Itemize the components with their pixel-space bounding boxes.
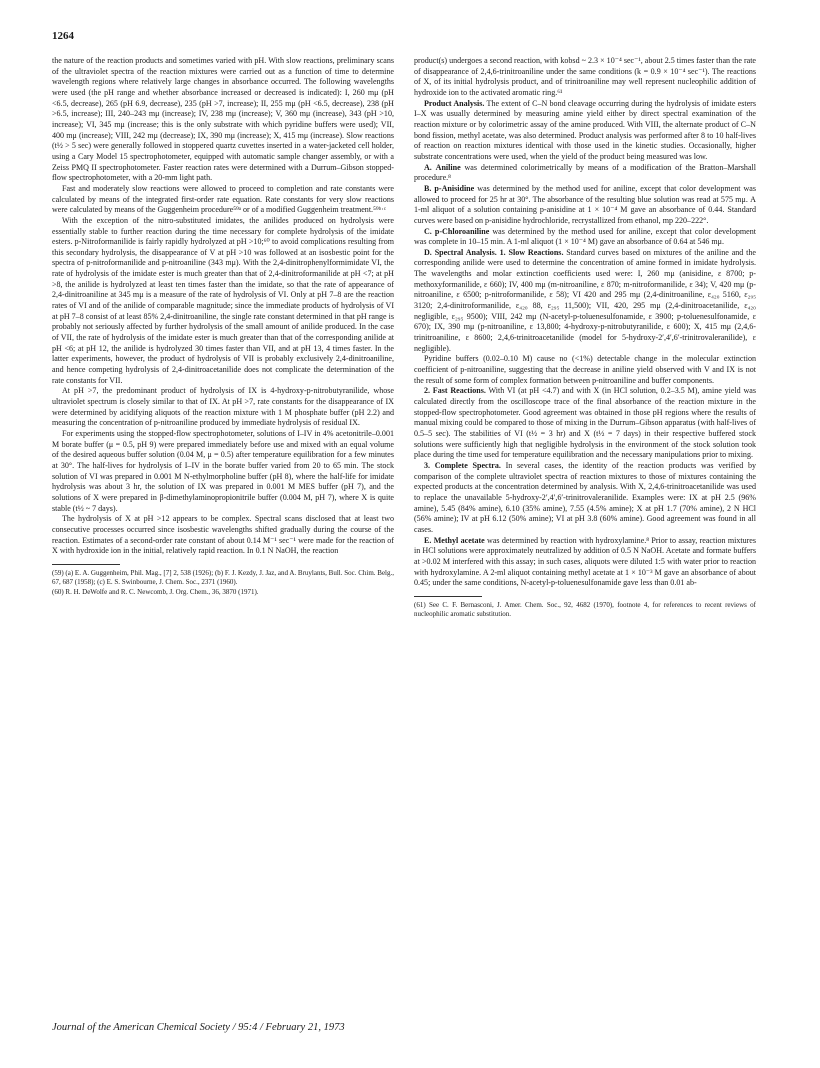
right-column — [414, 56, 756, 620]
section-heading: Spectral Analysis. 1. Slow Reactions. — [434, 247, 564, 257]
paragraph-complete-spectra — [414, 461, 756, 536]
running-footer: Journal of the American Chemical Society / 95:4 / February 21, 1973 — [52, 1022, 345, 1033]
footnote: (59) (a) E. A. Guggenheim, Phil. Mag., [7] 2, 538 (1926); (b) F. J. Kezdy, J. Jaz, and A. Bruylants, Bull. Soc. Chim. Belg., 67, 687 (1958); (c) E. S. Swinbourne, J. Chem. Soc., 2371 (1960). — [52, 568, 394, 587]
section-text: was determined by reaction with hydroxylamine.⁸ Prior to assay, reaction mixtures in HCl solutions were approximately neutralized by addition of 0.5 N NaOH. Acetate and formate buffers at >0.02 M interfered with this assay; in such cases, aliquots were diluted 1:5 with water prior to reaction with hydroxylamine. A 2-ml aliquot containing methyl acetate at 1 × 10⁻³ M gave an absorbance of about 0.45; under the same conditions, N-acetyl-p-toluenesulfonamide gave less than 0.01 ab- — [414, 535, 756, 588]
section-label: C. — [424, 226, 432, 236]
footnote-divider — [414, 596, 482, 597]
paragraph: product(s) undergoes a second reaction, with kobsd ~ 2.3 × 10⁻⁴ sec⁻¹, about 2.5 times faster than the rate of disappearance of 2,4,6-trinitroaniline under the same conditions (k = 0.9 × 10⁻⁴ sec⁻¹). The reactions of X, of its initial hydrolysis product, and of trinitroaniline may well represent nucleophilic addition of hydroxide ion to the activated aromatic ring.⁶¹ — [414, 56, 756, 97]
section-label: B. — [424, 183, 432, 193]
page-number: 1264 — [52, 30, 74, 42]
section-heading: Aniline — [435, 162, 461, 172]
footnote: (60) R. H. DeWolfe and R. C. Newcomb, J. Org. Chem., 36, 3870 (1971). — [52, 587, 259, 596]
paragraph: the nature of the reaction products and sometimes varied with pH. With slow reactions, preliminary scans of the ultraviolet spectra of the reaction mixtures were carried out as a function of time to determine wavelength regions where relatively large changes in absorbance occurred. The following wavelengths were used (the pH range and whether absorbance increased or decreased is indicated): I, 260 mμ (pH <6.5, decrease), 265 (pH 6.9, decrease), 235 (pH >7, increase); II, 255 mμ (pH <6.5, decrease), 238 (pH >6.5, increase); III, 240–243 mμ (increase); IV, 238 mμ (increase); V, 360 mμ (increase), 343 (pH >10, increase); VI, 345 mμ (increase; this is the only substrate with which pyridine buffers were used); VII, 400 mμ (increase); VIII, 242 mμ (decrease); IX, 390 mμ (increase); X, 415 mμ (increase). Slow reactions (t½ > 5 sec) were generally followed in stoppered quartz cuvettes inserted in a water-jacketed cell holder, using a Cary Model 15 spectrophotometer, equipped with automatic sample changer assembly, or with a Zeiss PMQ II spectrophotometer. Faster reaction rates were determined with a Durrum–Gibson stopped-flow spectrophotometer, with a 20-mm light path. — [52, 56, 394, 183]
paragraph: At pH >7, the predominant product of hydrolysis of IX is 4-hydroxy-p-nitrobutyranilide, whose ultraviolet spectrum is closely similar to that of IX. At pH >7, rate constants for the disappearance of IX were determined by acidifying aliquots of the reaction mixture with 1 M phosphate buffer (pH 2.2) and measuring the concentration of p-nitroaniline produced by immediate hydrolysis of residual IX. — [52, 386, 394, 428]
left-column — [52, 56, 394, 597]
section-text: Standard curves based on mixtures of the aniline and the corresponding anilide were used to determine the concentration of amine formed in imidate hydrolysis. The wavelengths and molar extinction coefficients used were: I, 260 mμ (anisidine, ε 8700; p-methoxyformanilide, ε 660); IV, 400 mμ (m-nitroaniline, ε 870; m-nitroformanilide, ε 34); V, 420 mμ (p-nitroaniline, ε 6500; p-nitroformanilide, ε 58); VI 420 and 295 mμ (2,4-dinitroaniline, ε₄₂₀ 5160, ε₂₉₅ 3120; 2,4-dinitroformanilide, ε₄₂₀ 88, ε₂₉₅ 11,500); VII, 420, 295 mμ (2,4-dinitroacetanilide, ε₄₂₀ negligible, ε₂₉₅ 9500); VIII, 242 mμ (N-acetyl-p-toluenesulfonamide, ε 3900; p-toluenesulfonamide, ε 670); IX, 390 mμ (p-nitroaniline, ε 13,800; 4-hydroxy-p-nitrobutyranilide, ε 600); X, 415 mμ (2,4,6-trinitroaniline, ε 8600; 2,4,6-trinitroacetanilide (model for 5-hydroxy-2′,4′,6′-trinitrovaleranilide), ε negligible). — [414, 247, 756, 353]
footnote-divider — [52, 564, 120, 565]
footnote: (61) See C. F. Bernasconi, J. Amer. Chem. Soc., 92, 4682 (1970), footnote 4, for references to recent reviews of nucleophilic aromatic substitution. — [414, 600, 756, 619]
section-text: The extent of C–N bond cleavage occurring during the hydrolysis of imidate esters I–X was usually determined by measuring amine yield either by direct spectral examination of the reaction mixture or by colorimetric assay of the amine produced. With VIII, the alternate product of C–N bond fission, methyl acetate, was also determined. Product analysis was performed after 8 to 10 half-lives of reaction on reaction mixtures identical with those used in the kinetic studies. Occasionally, higher substrate concentrations were used, when the yield of the product being measured was low. — [414, 98, 756, 161]
section-heading: 3. Complete Spectra. — [424, 460, 501, 470]
paragraph: Fast and moderately slow reactions were allowed to proceed to completion and rate constants were calculated by means of the integrated first-order rate equation. Rate constants for very slow reactions were calculated by means of the Guggenheim procedure⁵⁹ᵃ or of a modified Guggenheim treatment.⁵⁹ᵇ·ᶜ — [52, 183, 394, 215]
paragraph-aniline — [414, 163, 756, 184]
section-text: was determined by the method used for aniline, except that color development was allowed to proceed for 25 hr at 30°. The absorbance of the resulting blue solution was read at 575 mμ. A 1-ml aliquot of a solution containing p-anisidine at 1 × 10⁻⁴ M gave an absorbance of 0.44. Standard curves were based on p-anisidine hydrochloride, recrystallized from ethanol, mp 220–222°. — [414, 183, 757, 225]
paragraph-product-analysis — [414, 99, 756, 163]
paragraph: Pyridine buffers (0.02–0.10 M) cause no (<1%) detectable change in the molecular extinction coefficient of p-nitroaniline, suggesting that the decrease in aniline yield observed with V and IX is not the result of some form of complex formation between p-nitroaniline and buffer components. — [414, 354, 756, 385]
section-label: D. — [424, 247, 432, 257]
section-heading: Product Analysis. — [424, 98, 485, 108]
section-heading: p-Anisidine — [434, 183, 475, 193]
paragraph: With the exception of the nitro-substituted imidates, the anilides produced on hydrolysis were essentially stable to further reaction during the time necessary for complete hydrolysis of the imidate esters. p-Nitroformanilide is fairly rapidly hydrolyzed at pH >10;⁶⁰ to avoid complications resulting from this secondary hydrolysis, the disappearance of V at pH >10 was followed at an isosbestic point for the spectra of p-nitroformanilide and p-nitroaniline (343 mμ). With the 2,4-dinitrophenylformimidate VI, the rate of hydrolysis of the imidate ester is much greater than that of 2,4-dinitroformanilide at pH <7; at pH >8, the anilide is hydrolyzed at least ten times faster than the imidate, so that the rate of appearance of 2,4-dinitroaniline at 345 mμ is a measure of the rate of hydrolysis of VI. Only at pH 7–8 are the reaction rates of VI and of the anilide of comparable magnitude; since the immediate products of hydrolysis of VI at pH 7–8 consist of at least 85% 2,4-dinitroaniline, the single rate constant determined in that pH range is probably not seriously affected by further hydrolysis of the small amount of anilide produced. In the case of VII, the rate of hydrolysis of the imidate ester is much greater than that of the corresponding anilide at pH <6; at pH 12, the anilide is hydrolyzed 30 times faster than VII, and at pH 13, 4 times faster. In the latter experiments, however, the product of hydrolysis of VII is probably exclusively 2,4-dinitroaniline, and hence competing hydrolysis of 2,4-dinitroacetanilide does not complicate the determination of the rate constants for VII. — [52, 215, 394, 385]
section-heading: 2. Fast Reactions. — [424, 386, 486, 396]
paragraph-chloroaniline — [414, 227, 756, 248]
section-text: was determined colorimetrically by means of a modification of the Bratton–Marshall procedure.⁸ — [414, 162, 756, 183]
section-label: A. — [424, 162, 432, 172]
section-text: With VI (at pH <4.7) and with X (in HCl solution, 0.2–3.5 M), amine yield was calculated directly from the oscilloscope trace of the final absorbance of the reaction mixture in the stopped-flow spectrophotometer. Good agreement was obtained in those pH regions where the results of manual mixing could be compared to those of mixing in the Durrum–Gibson apparatus (with half-lives of 0.5–5 sec). The stabilities of VI (t½ = 3 hr) and X (t½ = 7 days) in their respective buffered stock solutions were sufficiently high that negligible hydrolysis in the environment of the stock solution took place during the time used for temperature equilibration and the necessary manipulations prior to mixing. — [414, 386, 756, 460]
section-heading: p-Chloroaniline — [434, 226, 490, 236]
paragraph-methyl-acetate — [414, 536, 756, 589]
paragraph: For experiments using the stopped-flow spectrophotometer, solutions of I–IV in 4% acetonitrile–0.001 M borate buffer (μ = 0.5, pH 9) were prepared immediately before use and mixed with an equal volume of the desired aqueous buffer solution (0.04 M, μ = 0.5) after temperature equilibration for a few minutes at 30°. The half-lives for hydrolysis of I–IV in the borate buffer varied from 20 to 65 min. The stock solution of VI was prepared in 0.001 M N-ethylmorpholine buffer (pH 8), where the half-life for imidate hydrolysis was about 3 hr, the solution of IX was prepared in 0.001 M MES buffer (pH 7), and the solutions of X were prepared in β-dimethylaminopropionitrile buffer (0.004 M, pH 7), where X is quite stable (t½ ~ 7 days). — [52, 428, 394, 513]
paragraph-spectral-analysis — [414, 248, 756, 355]
section-text: was determined by the method used for aniline, except that color development was complete in 10–15 min. A 1-ml aliquot (1 × 10⁻⁴ M) gave an absorbance of 0.64 at 546 mμ. — [414, 226, 756, 247]
paragraph: The hydrolysis of X at pH >12 appears to be complex. Spectral scans disclosed that at least two consecutive processes occurred since isosbestic wavelengths shifted gradually during the course of the reaction. Estimates of a second-order rate constant of about 0.14 M⁻¹ sec⁻¹ were made for the reaction of X with hydroxide ion in the initial, relatively rapid reaction. In 0.1 N NaOH, the reaction — [52, 514, 394, 556]
section-heading: Methyl acetate — [433, 535, 485, 545]
section-text: In several cases, the identity of the reaction products was verified by comparison of the complete ultraviolet spectra of reaction mixtures to those of mixtures containing the expected products at the concentration determined by analysis. With X, 2,4,6-trinitroacetanilide was used to replace the unavailable 5-hydroxy-2′,4′,6′-trinitrovaleranilide. Examples were: IX at pH 2.5 (96% amine), 5.45 (84% amine), 6.10 (35% amine), 7.55 (4.5% amine); X at pH 1.7 (70% amine), 2 N HCl (56% amine); IV at pH 6.12 (50% amine); VI at pH 3.8 (60% amine). Good agreement was found in all cases. — [414, 460, 756, 534]
paragraph-fast-reactions — [414, 386, 756, 461]
section-label: E. — [424, 535, 432, 545]
paragraph-anisidine — [414, 184, 756, 227]
